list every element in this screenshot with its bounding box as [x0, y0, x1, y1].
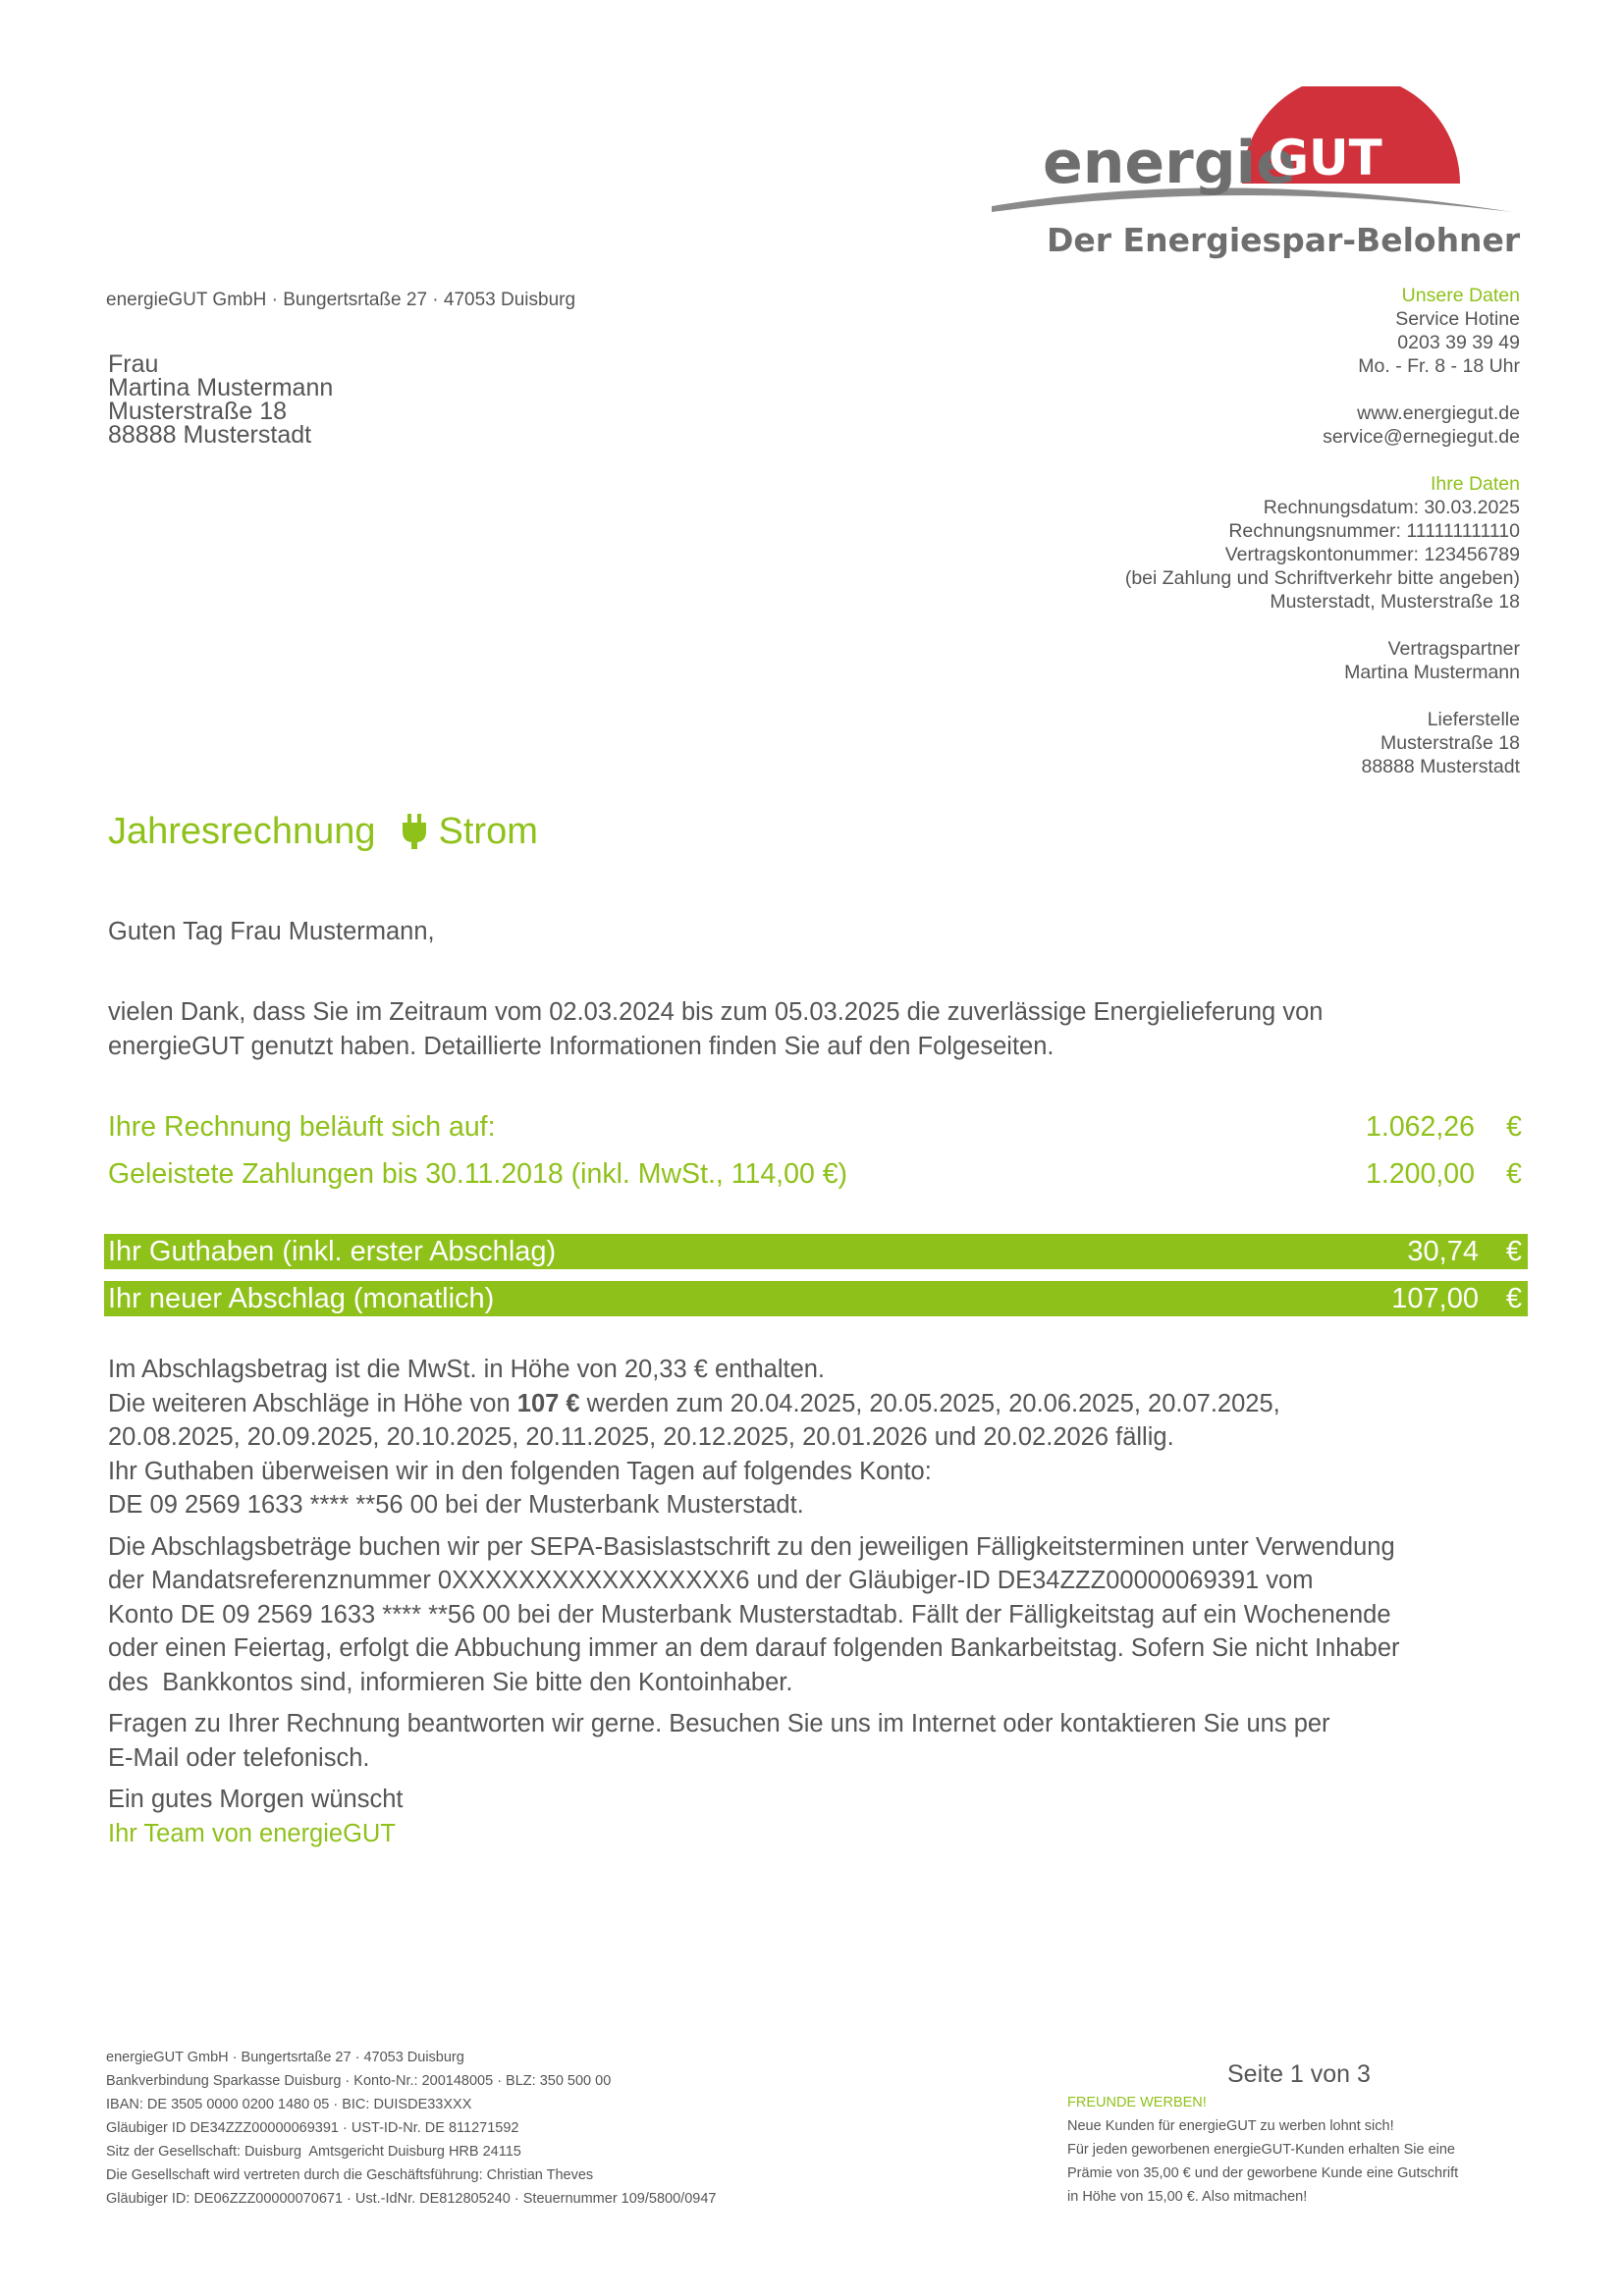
currency-symbol: € — [1505, 1282, 1522, 1314]
footer-line: Bankverbindung Sparkasse Duisburg · Konto-Nr.: 200148005 · BLZ: 350 500 00 — [106, 2073, 612, 2089]
currency-symbol: € — [1505, 1235, 1522, 1267]
closing-line: Ein gutes Morgen wünscht — [108, 1786, 404, 1813]
intro-text — [108, 995, 1532, 1064]
new-installment-label: Ihr neuer Abschlag (monatlich) — [108, 1282, 495, 1314]
currency-symbol: € — [1506, 1111, 1522, 1143]
details-text — [108, 1353, 1542, 1850]
promo-line: Für jeden geworbenen energieGUT-Kunden erhalten Sie eine — [1067, 2142, 1455, 2158]
footer-line: Gläubiger ID DE34ZZZ00000069391 · UST-ID-Nr. DE 811271592 — [106, 2120, 519, 2136]
sepa-line: Konto DE 09 2569 1633 **** **56 00 bei der Musterbank Musterstadtab. Fällt der Fälligkeitstag auf ein Wochenende — [108, 1600, 1391, 1629]
greeting: Guten Tag Frau Mustermann, — [108, 918, 435, 945]
delivery-label: Lieferstelle — [1427, 709, 1520, 730]
sepa-line: der Mandatsreferenznummer 0XXXXXXXXXXXXXXXXX6 und der Gläubiger-ID DE34ZZZ00000069391 vom — [108, 1567, 1314, 1594]
promo-line: in Höhe von 15,00 €. Also mitmachen! — [1067, 2189, 1308, 2205]
service-hours: Mo. - Fr. 8 - 18 Uhr — [1358, 355, 1520, 377]
credit-value: 30,74 — [1407, 1235, 1479, 1267]
footer-promo — [1067, 2091, 1529, 2209]
account-note: (bei Zahlung und Schriftverkehr bitte angeben) — [1124, 567, 1520, 589]
next-amount: 107 € — [516, 1389, 580, 1417]
partner-name: Martina Mustermann — [1344, 662, 1520, 683]
logo-word: energie — [1043, 129, 1296, 197]
document-title — [108, 811, 538, 853]
account-address: Musterstadt, Musterstraße 18 — [1270, 591, 1520, 613]
new-installment-value: 107,00 — [1391, 1282, 1479, 1314]
next-pre: Die weiteren Abschläge in Höhe von — [108, 1389, 517, 1417]
company-logo — [982, 86, 1532, 273]
questions-line: E-Mail oder telefonisch. — [108, 1743, 370, 1772]
your-data-heading: Ihre Daten — [1430, 473, 1520, 495]
next-post: werden zum 20.04.2025, 20.05.2025, 20.06.2025, 20.07.2025, — [579, 1389, 1280, 1417]
sepa-line: oder einen Feiertag, erfolgt die Abbuchung immer an dem darauf folgenden Bankarbeitstag. Sofern Sie nicht Inhaber — [108, 1634, 1400, 1662]
footer-line: Gläubiger ID: DE06ZZZ00000070671 · Ust.-IdNr. DE812805240 · Steuernummer 109/5800/0947 — [106, 2191, 717, 2207]
partner-label: Vertragspartner — [1387, 638, 1520, 660]
logo-tagline: Der Energiespar-Belohner — [1047, 221, 1521, 259]
email-link[interactable]: service@ernegiegut.de — [1323, 426, 1520, 448]
promo-heading: FREUNDE WERBEN! — [1067, 2095, 1207, 2110]
delivery-street: Musterstraße 18 — [1380, 732, 1520, 754]
new-installment-bar — [104, 1281, 1528, 1316]
next-dates-line: 20.08.2025, 20.09.2025, 20.10.2025, 20.11.2025, 20.12.2025, 20.01.2026 und 20.02.2026 fällig. — [108, 1423, 1174, 1451]
footer-line: energieGUT GmbH · Bungertsrtaße 27 · 47053 Duisburg — [106, 2050, 464, 2065]
invoice-amount-label: Ihre Rechnung beläuft sich auf: — [108, 1111, 496, 1143]
credit-bar — [104, 1234, 1528, 1269]
our-data-heading: Unsere Daten — [1401, 285, 1520, 306]
account-number: Vertragskontonummer: 123456789 — [1224, 544, 1520, 565]
currency-symbol: € — [1506, 1158, 1522, 1190]
recipient-salutation: Frau — [108, 350, 159, 378]
sepa-line: des Bankkontos sind, informieren Sie bitte den Kontoinhaber. — [108, 1668, 793, 1696]
footer-line: Sitz der Gesellschaft: Duisburg Amtsgericht Duisburg HRB 24115 — [106, 2144, 521, 2160]
website-link[interactable]: www.energiegut.de — [1357, 402, 1520, 424]
title-main: Jahresrechnung — [108, 811, 376, 852]
paid-amount-row — [108, 1158, 1522, 1191]
delivery-city: 88888 Musterstadt — [1361, 756, 1520, 777]
refund-line: Ihr Guthaben überweisen wir in den folgenden Tagen auf folgendes Konto: — [108, 1457, 932, 1485]
info-column — [931, 284, 1520, 778]
service-label: Service Hotine — [1395, 308, 1520, 330]
recipient-name: Martina Mustermann — [108, 374, 334, 401]
sepa-line: Die Abschlagsbeträge buchen wir per SEPA-Basislastschrift zu den jeweiligen Fälligkeitsterminen unter Verwendung — [108, 1532, 1395, 1561]
promo-line: Prämie von 35,00 € und der geworbene Kunde eine Gutschrift — [1067, 2165, 1459, 2181]
vat-line: Im Abschlagsbetrag ist die MwSt. in Höhe von 20,33 € enthalten. — [108, 1356, 826, 1383]
signature-line: Ihr Team von energieGUT — [108, 1819, 396, 1847]
intro-line: energieGUT genutzt haben. Detaillierte Informationen finden Sie auf den Folgeseiten. — [108, 1033, 1055, 1060]
recipient-street: Musterstraße 18 — [108, 398, 288, 425]
recipient-address — [108, 352, 333, 447]
invoice-amount-value: 1.062,26 — [1366, 1111, 1475, 1143]
invoice-number: Rechnungsnummer: 111111111110 — [1228, 520, 1520, 542]
intro-line: vielen Dank, dass Sie im Zeitraum vom 02.03.2024 bis zum 05.03.2025 die zuverlässige Energielieferung von — [108, 998, 1324, 1026]
page-number: Seite 1 von 3 — [1227, 2060, 1371, 2088]
next-installments-line — [108, 1387, 1542, 1421]
invoice-amount-row — [108, 1111, 1522, 1144]
footer-line: IBAN: DE 3505 0000 0200 1480 05 · BIC: DUISDE33XXX — [106, 2097, 472, 2112]
logo-badge-text: GUT — [1269, 130, 1382, 187]
refund-account-line: DE 09 2569 1633 **** **56 00 bei der Musterbank Musterstadt. — [108, 1491, 804, 1519]
paid-amount-label: Geleistete Zahlungen bis 30.11.2018 (inkl. MwSt., 114,00 €) — [108, 1158, 848, 1190]
questions-line: Fragen zu Ihrer Rechnung beantworten wir gerne. Besuchen Sie uns im Internet oder kontaktieren Sie uns per — [108, 1710, 1330, 1737]
recipient-city: 88888 Musterstadt — [108, 421, 312, 449]
title-type: Strom — [438, 811, 538, 852]
plug-icon — [402, 814, 427, 851]
footer-company-info — [106, 2046, 716, 2211]
footer-line: Die Gesellschaft wird vertreten durch die Geschäftsführung: Christian Theves — [106, 2167, 594, 2183]
sender-line: energieGUT GmbH · Bungertsrtaße 27 · 47053 Duisburg — [106, 290, 576, 310]
promo-line: Neue Kunden für energieGUT zu werben lohnt sich! — [1067, 2118, 1394, 2134]
credit-label: Ihr Guthaben (inkl. erster Abschlag) — [108, 1235, 557, 1267]
invoice-date: Rechnungsdatum: 30.03.2025 — [1263, 497, 1520, 518]
logo-graphic — [982, 86, 1532, 273]
service-phone[interactable]: 0203 39 39 49 — [1397, 332, 1520, 353]
paid-amount-value: 1.200,00 — [1366, 1158, 1475, 1190]
